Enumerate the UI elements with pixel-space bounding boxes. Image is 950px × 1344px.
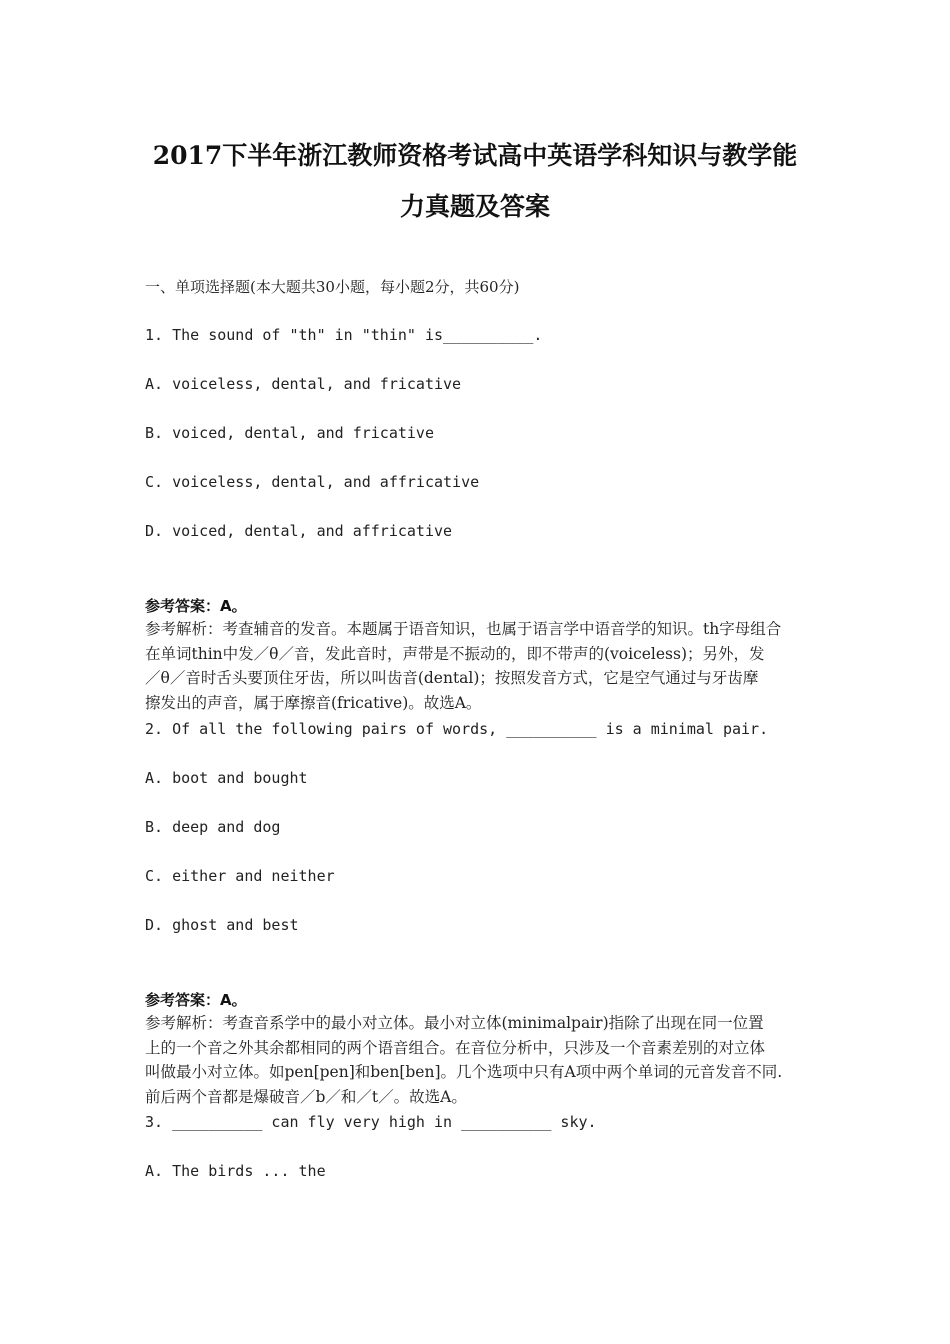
explanation-line: 参考解析：考查辅音的发音。本题属于语音知识，也属于语言学中语音学的知识。th字母组合 bbox=[145, 620, 782, 638]
question-2-option-b: B. deep and dog bbox=[145, 818, 281, 836]
explanation-line: 叫做最小对立体。如pen[pen]和ben[ben]。几个选项中只有A项中两个单词的元音发音不同. bbox=[145, 1063, 783, 1081]
explanation-line: ／θ／音时舌头要顶住牙齿，所以叫齿音(dental)；按照发音方式，它是空气通过与牙齿摩 bbox=[145, 669, 759, 687]
question-1-answer: 参考答案：A。 bbox=[145, 597, 247, 615]
section-header: 一、单项选择题(本大题共30小题，每小题2分，共60分) bbox=[145, 278, 520, 296]
explanation-line: 擦发出的声音，属于摩擦音(fricative)。故选A。 bbox=[145, 693, 482, 712]
document-title-line-1: 2017下半年浙江教师资格考试高中英语学科知识与教学能 bbox=[152, 141, 798, 170]
document-title-line-2: 力真题及答案 bbox=[399, 192, 550, 221]
question-1-option-d: D. voiced, dental, and affricative bbox=[145, 522, 453, 540]
question-2-answer: 参考答案：A。 bbox=[145, 991, 247, 1009]
explanation-line: 在单词thin中发／θ／音，发此音时，声带是不振动的，即不带声的(voiceless)；另外，发 bbox=[145, 644, 765, 663]
question-1-option-c: C. voiceless, dental, and affricative bbox=[145, 473, 480, 491]
question-1-explanation bbox=[145, 617, 815, 715]
question-2-option-c: C. either and neither bbox=[145, 867, 335, 885]
question-3-option-a: A. The birds ... the bbox=[145, 1162, 326, 1180]
question-1-option-a: A. voiceless, dental, and fricative bbox=[145, 375, 462, 393]
question-2-stem: 2. Of all the following pairs of words, __________ is a minimal pair. bbox=[145, 720, 769, 738]
question-1-option-b: B. voiced, dental, and fricative bbox=[145, 424, 434, 442]
explanation-line: 前后两个音都是爆破音／b／和／t／。故选A。 bbox=[145, 1087, 467, 1106]
explanation-line: 参考解析：考查音系学中的最小对立体。最小对立体(minimalpair)指除了出现在同一位置 bbox=[145, 1014, 764, 1032]
explanation-line: 上的一个音之外其余都相同的两个语音组合。在音位分析中，只涉及一个音素差别的对立体 bbox=[145, 1038, 766, 1057]
question-2-explanation bbox=[145, 1011, 815, 1109]
question-3-stem: 3. __________ can fly very high in __________ sky. bbox=[145, 1113, 597, 1131]
question-2-option-d: D. ghost and best bbox=[145, 916, 299, 934]
question-1-stem: 1. The sound of "th" in "thin" is__________. bbox=[145, 326, 543, 344]
question-2-option-a: A. boot and bought bbox=[145, 769, 308, 787]
